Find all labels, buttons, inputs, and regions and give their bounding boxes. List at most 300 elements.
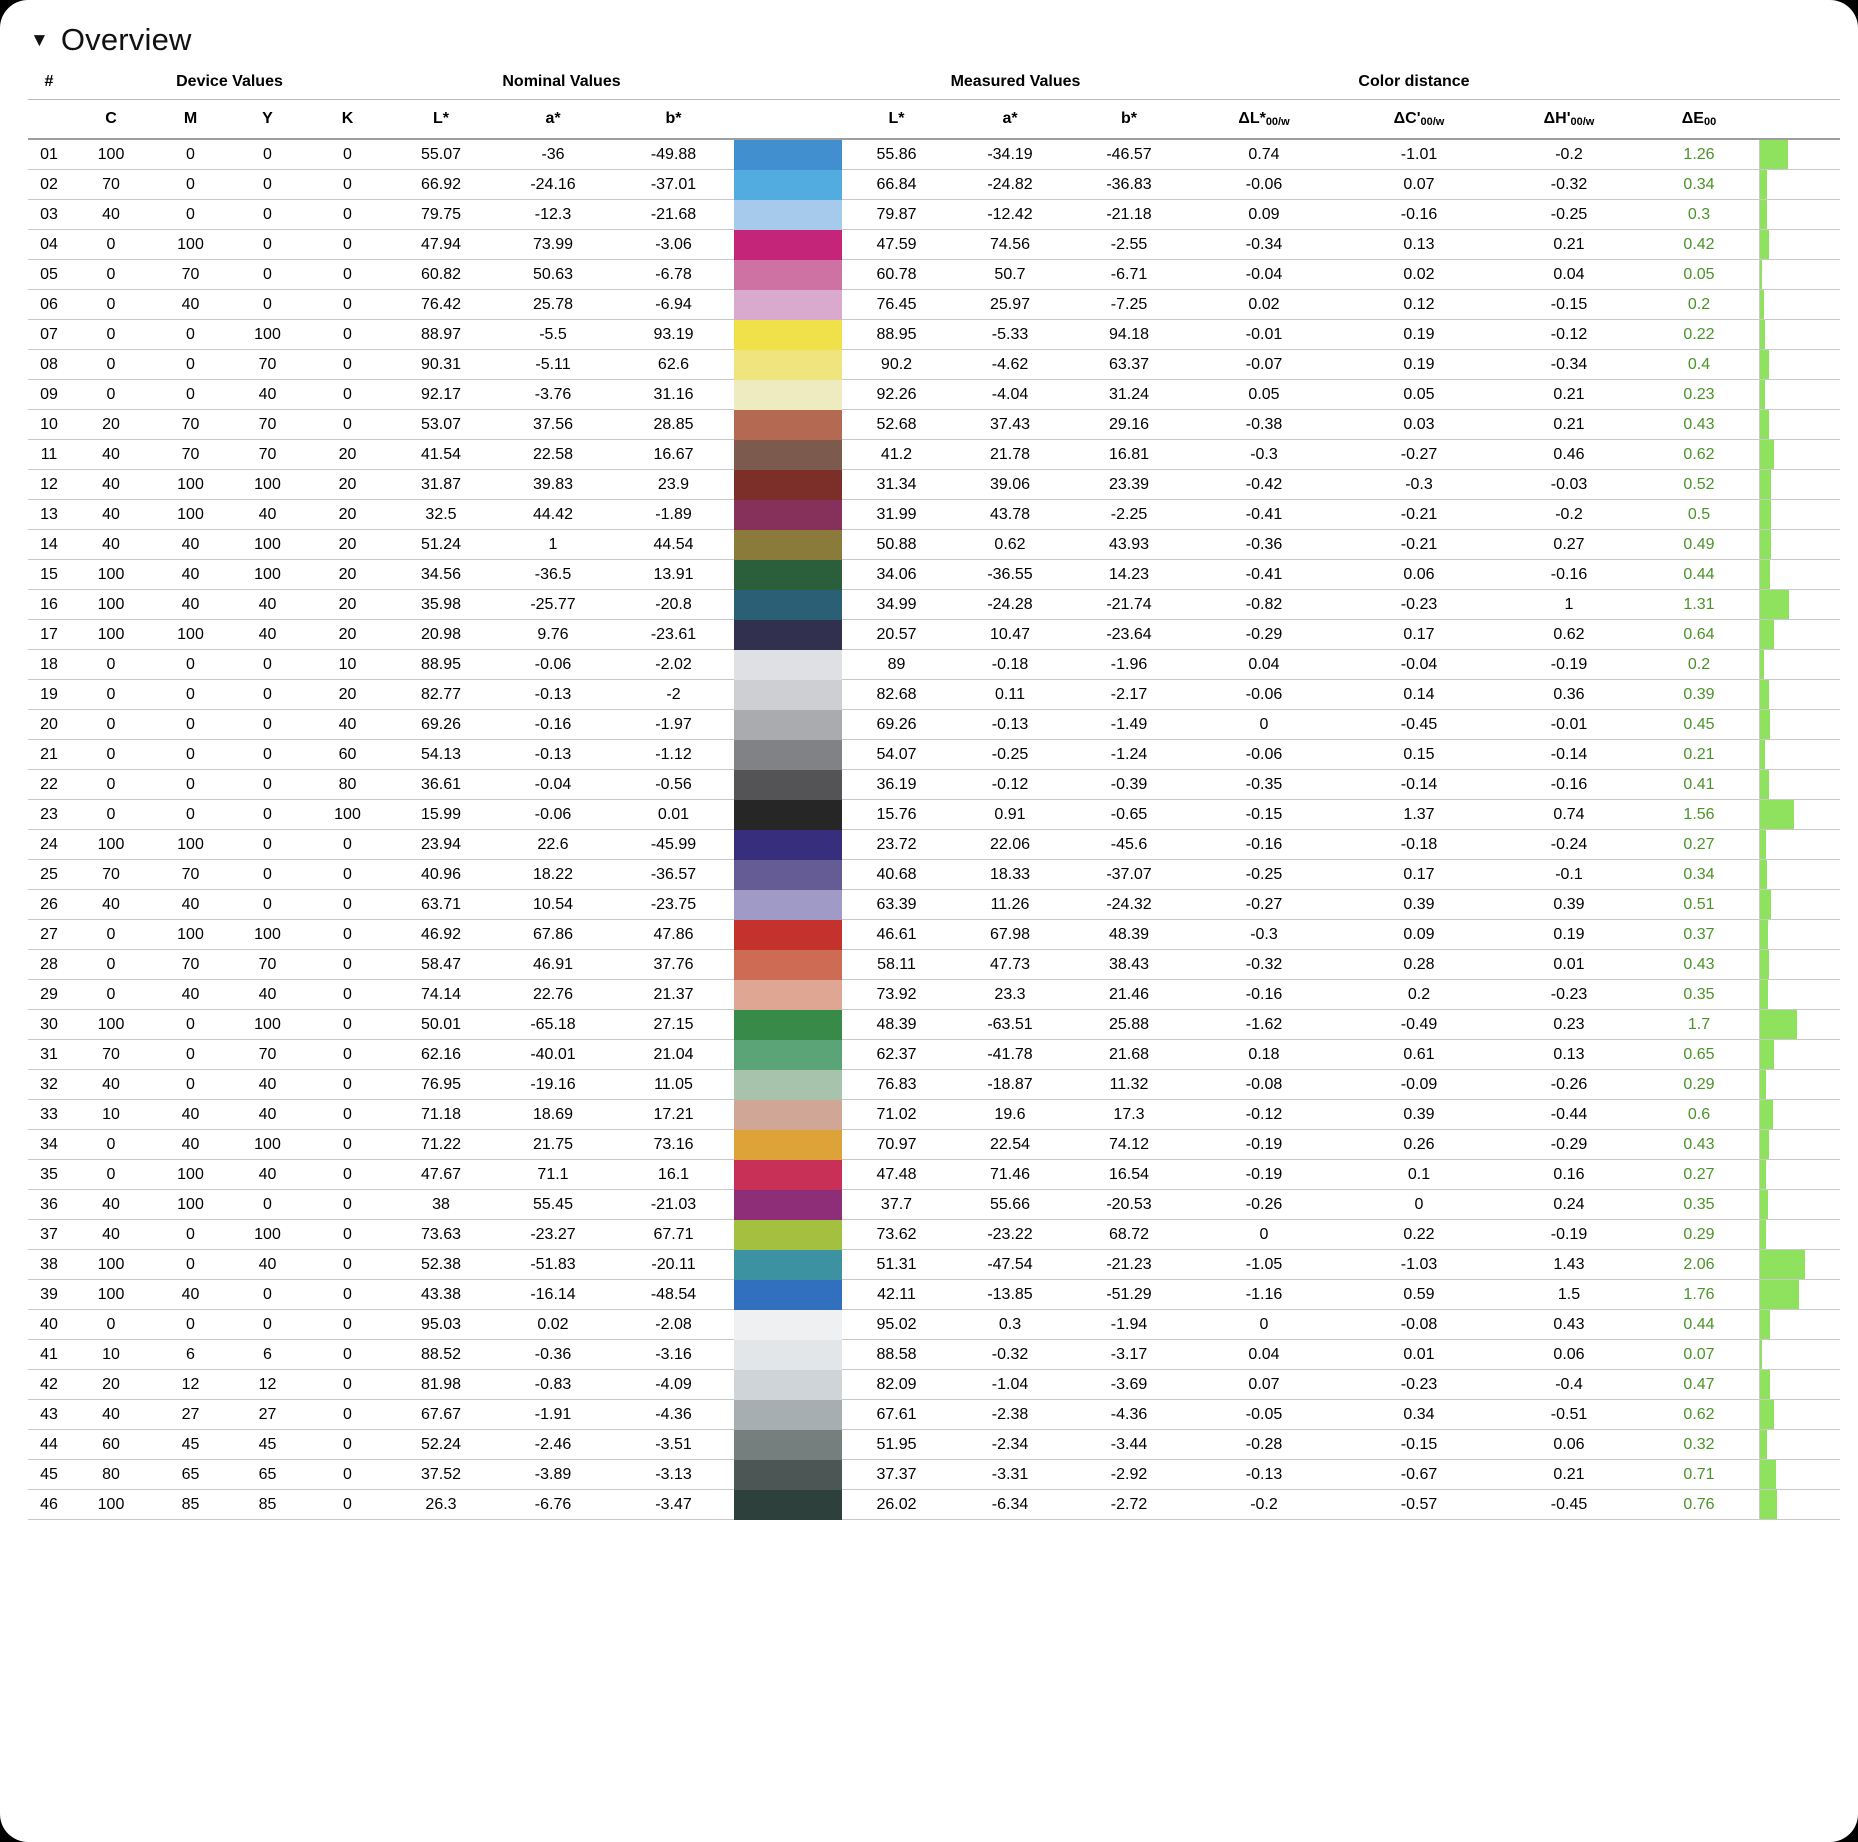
delta-e-bar — [1760, 200, 1767, 229]
delta-c-value: -0.16 — [1339, 200, 1499, 230]
device-cyan-value: 80 — [70, 1460, 152, 1490]
delta-e-value: 0.42 — [1639, 230, 1759, 260]
measured-a-value: -4.04 — [951, 380, 1069, 410]
device-black-value: 0 — [306, 1310, 389, 1340]
measured-l-value: 67.61 — [842, 1400, 951, 1430]
overview-section-header[interactable] — [0, 0, 1858, 64]
measured-a-value: 21.78 — [951, 440, 1069, 470]
delta-e-value: 0.39 — [1639, 680, 1759, 710]
measured-b-value: -24.32 — [1069, 890, 1189, 920]
delta-h-value: 0.06 — [1499, 1340, 1639, 1370]
col-header-nominal-a: a* — [493, 100, 613, 140]
device-cyan-value: 70 — [70, 170, 152, 200]
table-row — [28, 950, 1840, 980]
device-cyan-value: 100 — [70, 590, 152, 620]
col-header-measured-a: a* — [951, 100, 1069, 140]
device-magenta-value: 0 — [152, 140, 229, 170]
delta-h-value: -0.24 — [1499, 830, 1639, 860]
delta-e-value: 0.65 — [1639, 1040, 1759, 1070]
delta-h-value: -0.29 — [1499, 1130, 1639, 1160]
nominal-l-value: 88.97 — [389, 320, 493, 350]
nominal-b-value: -23.75 — [613, 890, 734, 920]
measured-b-value: -20.53 — [1069, 1190, 1189, 1220]
measured-b-value: -6.71 — [1069, 260, 1189, 290]
delta-e-value: 0.62 — [1639, 440, 1759, 470]
device-black-value: 0 — [306, 920, 389, 950]
color-swatch — [734, 890, 842, 920]
nominal-b-value: 31.16 — [613, 380, 734, 410]
device-cyan-value: 100 — [70, 1010, 152, 1040]
patch-number: 36 — [28, 1190, 70, 1220]
color-swatch — [734, 500, 842, 530]
col-header-nominal-b: b* — [613, 100, 734, 140]
nominal-b-value: 23.9 — [613, 470, 734, 500]
delta-e-value: 0.37 — [1639, 920, 1759, 950]
nominal-a-value: -0.36 — [493, 1340, 613, 1370]
device-magenta-value: 0 — [152, 1220, 229, 1250]
measured-a-value: -12.42 — [951, 200, 1069, 230]
delta-e-value: 0.2 — [1639, 290, 1759, 320]
delta-e-bar-cell — [1759, 1190, 1840, 1220]
delta-e-bar — [1760, 1100, 1773, 1129]
device-black-value: 0 — [306, 1100, 389, 1130]
delta-c-value: -0.21 — [1339, 500, 1499, 530]
delta-e-value: 1.26 — [1639, 140, 1759, 170]
measured-a-value: -23.22 — [951, 1220, 1069, 1250]
device-yellow-value: 12 — [229, 1370, 306, 1400]
patch-number: 44 — [28, 1430, 70, 1460]
delta-h-value: -0.26 — [1499, 1070, 1639, 1100]
device-cyan-value: 0 — [70, 980, 152, 1010]
delta-c-value: 0.09 — [1339, 920, 1499, 950]
table-row — [28, 710, 1840, 740]
device-black-value: 0 — [306, 230, 389, 260]
delta-e-value: 0.4 — [1639, 350, 1759, 380]
delta-e-bar — [1760, 1430, 1767, 1459]
measured-a-value: -36.55 — [951, 560, 1069, 590]
measured-b-value: 68.72 — [1069, 1220, 1189, 1250]
nominal-b-value: -21.68 — [613, 200, 734, 230]
device-yellow-value: 0 — [229, 230, 306, 260]
device-magenta-value: 100 — [152, 830, 229, 860]
nominal-l-value: 63.71 — [389, 890, 493, 920]
table-row — [28, 320, 1840, 350]
measured-a-value: 71.46 — [951, 1160, 1069, 1190]
table-row — [28, 800, 1840, 830]
delta-e-value: 2.06 — [1639, 1250, 1759, 1280]
table-row — [28, 1160, 1840, 1190]
delta-l-value: 0.18 — [1189, 1040, 1339, 1070]
device-yellow-value: 27 — [229, 1400, 306, 1430]
measured-b-value: 21.68 — [1069, 1040, 1189, 1070]
nominal-b-value: -20.11 — [613, 1250, 734, 1280]
device-cyan-value: 0 — [70, 230, 152, 260]
delta-c-value: 0.05 — [1339, 380, 1499, 410]
device-cyan-value: 10 — [70, 1100, 152, 1130]
disclosure-triangle-icon[interactable]: ▼ — [30, 29, 49, 51]
delta-c-value: 0.28 — [1339, 950, 1499, 980]
table-row — [28, 920, 1840, 950]
nominal-l-value: 88.52 — [389, 1340, 493, 1370]
measured-a-value: 37.43 — [951, 410, 1069, 440]
delta-e-bar-cell — [1759, 140, 1840, 170]
delta-e-bar-cell — [1759, 770, 1840, 800]
delta-e-bar — [1760, 1370, 1770, 1399]
table-row — [28, 1280, 1840, 1310]
measured-l-value: 36.19 — [842, 770, 951, 800]
delta-l-value: 0.02 — [1189, 290, 1339, 320]
table-body — [28, 140, 1840, 1520]
device-black-value: 0 — [306, 260, 389, 290]
delta-h-value: -0.2 — [1499, 140, 1639, 170]
delta-h-value: -0.14 — [1499, 740, 1639, 770]
delta-h-value: 1.43 — [1499, 1250, 1639, 1280]
delta-e-bar — [1760, 140, 1788, 169]
measured-b-value: -0.39 — [1069, 770, 1189, 800]
device-cyan-value: 100 — [70, 1490, 152, 1520]
measured-l-value: 69.26 — [842, 710, 951, 740]
device-cyan-value: 70 — [70, 860, 152, 890]
delta-e-bar-cell — [1759, 980, 1840, 1010]
delta-e-bar — [1760, 1010, 1797, 1039]
delta-l-value: -0.16 — [1189, 980, 1339, 1010]
measured-b-value: 17.3 — [1069, 1100, 1189, 1130]
measured-b-value: -36.83 — [1069, 170, 1189, 200]
delta-e-bar-cell — [1759, 740, 1840, 770]
delta-e-bar-cell — [1759, 440, 1840, 470]
nominal-b-value: 93.19 — [613, 320, 734, 350]
device-cyan-value: 0 — [70, 350, 152, 380]
delta-e-bar-cell — [1759, 1460, 1840, 1490]
delta-e-bar — [1760, 170, 1767, 199]
color-swatch — [734, 1400, 842, 1430]
device-black-value: 20 — [306, 620, 389, 650]
delta-e-bar — [1760, 380, 1765, 409]
delta-c-value: -0.27 — [1339, 440, 1499, 470]
patch-number: 11 — [28, 440, 70, 470]
nominal-a-value: 18.69 — [493, 1100, 613, 1130]
device-black-value: 0 — [306, 1430, 389, 1460]
delta-e-bar-cell — [1759, 1130, 1840, 1160]
measured-b-value: 94.18 — [1069, 320, 1189, 350]
nominal-a-value: 67.86 — [493, 920, 613, 950]
delta-e-bar — [1760, 800, 1794, 829]
nominal-a-value: -0.13 — [493, 740, 613, 770]
delta-e-bar — [1760, 320, 1765, 349]
nominal-b-value: 17.21 — [613, 1100, 734, 1130]
delta-c-value: -0.23 — [1339, 1370, 1499, 1400]
color-swatch — [734, 350, 842, 380]
device-magenta-value: 0 — [152, 200, 229, 230]
patch-number: 31 — [28, 1040, 70, 1070]
nominal-b-value: -1.97 — [613, 710, 734, 740]
delta-l-value: 0.09 — [1189, 200, 1339, 230]
device-yellow-value: 0 — [229, 650, 306, 680]
table-row — [28, 1460, 1840, 1490]
delta-h-value: 0.21 — [1499, 1460, 1639, 1490]
delta-e-bar — [1760, 680, 1769, 709]
device-cyan-value: 0 — [70, 650, 152, 680]
delta-h-value: 0.19 — [1499, 920, 1639, 950]
delta-c-value: -0.21 — [1339, 530, 1499, 560]
nominal-a-value: -0.04 — [493, 770, 613, 800]
delta-h-value: 0.24 — [1499, 1190, 1639, 1220]
table-row — [28, 140, 1840, 170]
delta-e-value: 1.56 — [1639, 800, 1759, 830]
patch-number: 40 — [28, 1310, 70, 1340]
measured-l-value: 31.34 — [842, 470, 951, 500]
measured-b-value: 23.39 — [1069, 470, 1189, 500]
device-cyan-value: 60 — [70, 1430, 152, 1460]
delta-h-value: -0.19 — [1499, 1220, 1639, 1250]
patch-table — [0, 64, 1858, 1520]
measured-a-value: -2.34 — [951, 1430, 1069, 1460]
device-magenta-value: 0 — [152, 1010, 229, 1040]
measured-a-value: 39.06 — [951, 470, 1069, 500]
table-row — [28, 740, 1840, 770]
nominal-l-value: 55.07 — [389, 140, 493, 170]
delta-c-value: -1.03 — [1339, 1250, 1499, 1280]
device-magenta-value: 100 — [152, 1190, 229, 1220]
nominal-b-value: -4.36 — [613, 1400, 734, 1430]
device-magenta-value: 70 — [152, 440, 229, 470]
measured-l-value: 66.84 — [842, 170, 951, 200]
nominal-b-value: 27.15 — [613, 1010, 734, 1040]
delta-e-bar-cell — [1759, 1430, 1840, 1460]
nominal-l-value: 67.67 — [389, 1400, 493, 1430]
measured-l-value: 51.95 — [842, 1430, 951, 1460]
device-black-value: 0 — [306, 1460, 389, 1490]
delta-c-value: 0.59 — [1339, 1280, 1499, 1310]
delta-l-value: 0 — [1189, 1310, 1339, 1340]
nominal-a-value: 37.56 — [493, 410, 613, 440]
nominal-b-value: -3.06 — [613, 230, 734, 260]
patch-number: 14 — [28, 530, 70, 560]
device-black-value: 60 — [306, 740, 389, 770]
delta-l-value: -0.34 — [1189, 230, 1339, 260]
measured-a-value: 18.33 — [951, 860, 1069, 890]
nominal-b-value: 0.01 — [613, 800, 734, 830]
nominal-b-value: -6.78 — [613, 260, 734, 290]
delta-c-value: -0.23 — [1339, 590, 1499, 620]
measured-l-value: 95.02 — [842, 1310, 951, 1340]
color-swatch — [734, 1430, 842, 1460]
device-cyan-value: 100 — [70, 560, 152, 590]
delta-e-bar-cell — [1759, 1280, 1840, 1310]
table-row — [28, 860, 1840, 890]
nominal-a-value: 73.99 — [493, 230, 613, 260]
measured-l-value: 40.68 — [842, 860, 951, 890]
delta-e-bar — [1760, 1460, 1776, 1489]
device-magenta-value: 100 — [152, 230, 229, 260]
delta-c-value: -0.14 — [1339, 770, 1499, 800]
table-row — [28, 1430, 1840, 1460]
color-swatch — [734, 590, 842, 620]
device-black-value: 0 — [306, 1220, 389, 1250]
delta-e-bar-cell — [1759, 260, 1840, 290]
nominal-l-value: 71.22 — [389, 1130, 493, 1160]
device-yellow-value: 0 — [229, 1310, 306, 1340]
delta-e-bar — [1760, 920, 1768, 949]
nominal-a-value: -0.83 — [493, 1370, 613, 1400]
measured-a-value: -34.19 — [951, 140, 1069, 170]
delta-l-value: 0 — [1189, 1220, 1339, 1250]
nominal-b-value: -6.94 — [613, 290, 734, 320]
delta-e-bar-cell — [1759, 560, 1840, 590]
nominal-a-value: -12.3 — [493, 200, 613, 230]
measured-a-value: -24.82 — [951, 170, 1069, 200]
device-yellow-value: 45 — [229, 1430, 306, 1460]
color-swatch — [734, 1370, 842, 1400]
measured-a-value: 10.47 — [951, 620, 1069, 650]
delta-h-value: -0.01 — [1499, 710, 1639, 740]
delta-e-bar-cell — [1759, 530, 1840, 560]
measured-l-value: 90.2 — [842, 350, 951, 380]
delta-e-value: 0.47 — [1639, 1370, 1759, 1400]
measured-l-value: 62.37 — [842, 1040, 951, 1070]
nominal-a-value: 44.42 — [493, 500, 613, 530]
device-cyan-value: 40 — [70, 1070, 152, 1100]
device-black-value: 40 — [306, 710, 389, 740]
measured-a-value: -5.33 — [951, 320, 1069, 350]
nominal-a-value: -19.16 — [493, 1070, 613, 1100]
delta-e-value: 0.44 — [1639, 1310, 1759, 1340]
delta-h-value: 0.39 — [1499, 890, 1639, 920]
nominal-l-value: 38 — [389, 1190, 493, 1220]
color-swatch — [734, 140, 842, 170]
table-row — [28, 290, 1840, 320]
nominal-l-value: 82.77 — [389, 680, 493, 710]
device-cyan-value: 100 — [70, 830, 152, 860]
nominal-b-value: -0.56 — [613, 770, 734, 800]
nominal-l-value: 31.87 — [389, 470, 493, 500]
delta-c-value: 0.19 — [1339, 320, 1499, 350]
table-row — [28, 1010, 1840, 1040]
measured-l-value: 63.39 — [842, 890, 951, 920]
measured-b-value: -3.69 — [1069, 1370, 1189, 1400]
device-black-value: 0 — [306, 1010, 389, 1040]
device-yellow-value: 65 — [229, 1460, 306, 1490]
delta-e-bar-cell — [1759, 890, 1840, 920]
table-row — [28, 1490, 1840, 1520]
measured-a-value: 19.6 — [951, 1100, 1069, 1130]
delta-l-value: 0.07 — [1189, 1370, 1339, 1400]
table-row — [28, 560, 1840, 590]
nominal-b-value: -1.89 — [613, 500, 734, 530]
measured-b-value: 31.24 — [1069, 380, 1189, 410]
nominal-a-value: -0.13 — [493, 680, 613, 710]
delta-e-value: 0.22 — [1639, 320, 1759, 350]
table-row — [28, 770, 1840, 800]
device-magenta-value: 65 — [152, 1460, 229, 1490]
delta-e-value: 0.44 — [1639, 560, 1759, 590]
delta-l-value: -0.06 — [1189, 740, 1339, 770]
measured-b-value: -23.64 — [1069, 620, 1189, 650]
delta-e-bar — [1760, 1280, 1799, 1309]
delta-c-value: -0.67 — [1339, 1460, 1499, 1490]
measured-b-value: -21.23 — [1069, 1250, 1189, 1280]
device-magenta-value: 0 — [152, 350, 229, 380]
delta-h-value: 0.21 — [1499, 410, 1639, 440]
delta-e-value: 0.35 — [1639, 980, 1759, 1010]
color-swatch — [734, 1010, 842, 1040]
patch-number: 28 — [28, 950, 70, 980]
delta-e-bar — [1760, 410, 1769, 439]
nominal-b-value: 21.04 — [613, 1040, 734, 1070]
patch-number: 06 — [28, 290, 70, 320]
device-yellow-value: 6 — [229, 1340, 306, 1370]
measured-a-value: -13.85 — [951, 1280, 1069, 1310]
device-magenta-value: 0 — [152, 770, 229, 800]
device-yellow-value: 0 — [229, 170, 306, 200]
device-magenta-value: 0 — [152, 320, 229, 350]
device-magenta-value: 0 — [152, 1250, 229, 1280]
nominal-b-value: -45.99 — [613, 830, 734, 860]
patch-number: 16 — [28, 590, 70, 620]
delta-e-value: 0.5 — [1639, 500, 1759, 530]
delta-h-value: -0.03 — [1499, 470, 1639, 500]
device-black-value: 0 — [306, 410, 389, 440]
color-swatch — [734, 440, 842, 470]
delta-e-value: 0.34 — [1639, 170, 1759, 200]
device-black-value: 0 — [306, 1160, 389, 1190]
device-yellow-value: 0 — [229, 140, 306, 170]
delta-e-bar — [1760, 620, 1774, 649]
delta-e-bar-cell — [1759, 620, 1840, 650]
nominal-l-value: 88.95 — [389, 650, 493, 680]
device-magenta-value: 0 — [152, 170, 229, 200]
delta-e-bar-cell — [1759, 1490, 1840, 1520]
nominal-b-value: -49.88 — [613, 140, 734, 170]
nominal-l-value: 52.38 — [389, 1250, 493, 1280]
table-row — [28, 470, 1840, 500]
delta-c-value: 0.1 — [1339, 1160, 1499, 1190]
device-magenta-value: 0 — [152, 800, 229, 830]
nominal-b-value: -3.13 — [613, 1460, 734, 1490]
device-magenta-value: 40 — [152, 290, 229, 320]
patch-number: 39 — [28, 1280, 70, 1310]
col-header-measured-b: b* — [1069, 100, 1189, 140]
color-swatch — [734, 710, 842, 740]
measured-a-value: 25.97 — [951, 290, 1069, 320]
nominal-l-value: 79.75 — [389, 200, 493, 230]
patch-number: 22 — [28, 770, 70, 800]
color-swatch — [734, 920, 842, 950]
delta-l-value: -0.41 — [1189, 500, 1339, 530]
delta-e-bar-cell — [1759, 1070, 1840, 1100]
delta-c-value: 0.17 — [1339, 860, 1499, 890]
measured-l-value: 55.86 — [842, 140, 951, 170]
delta-h-value: -0.4 — [1499, 1370, 1639, 1400]
delta-l-value: -0.82 — [1189, 590, 1339, 620]
device-black-value: 0 — [306, 890, 389, 920]
measured-l-value: 47.59 — [842, 230, 951, 260]
measured-b-value: -21.18 — [1069, 200, 1189, 230]
color-swatch — [734, 1190, 842, 1220]
color-swatch — [734, 1490, 842, 1520]
delta-l-value: -0.25 — [1189, 860, 1339, 890]
measured-a-value: -24.28 — [951, 590, 1069, 620]
delta-h-value: 0.16 — [1499, 1160, 1639, 1190]
table-row — [28, 410, 1840, 440]
patch-number: 30 — [28, 1010, 70, 1040]
color-swatch — [734, 860, 842, 890]
delta-e-bar — [1760, 770, 1769, 799]
nominal-l-value: 46.92 — [389, 920, 493, 950]
color-swatch — [734, 770, 842, 800]
nominal-l-value: 76.42 — [389, 290, 493, 320]
delta-l-value: 0.04 — [1189, 1340, 1339, 1370]
